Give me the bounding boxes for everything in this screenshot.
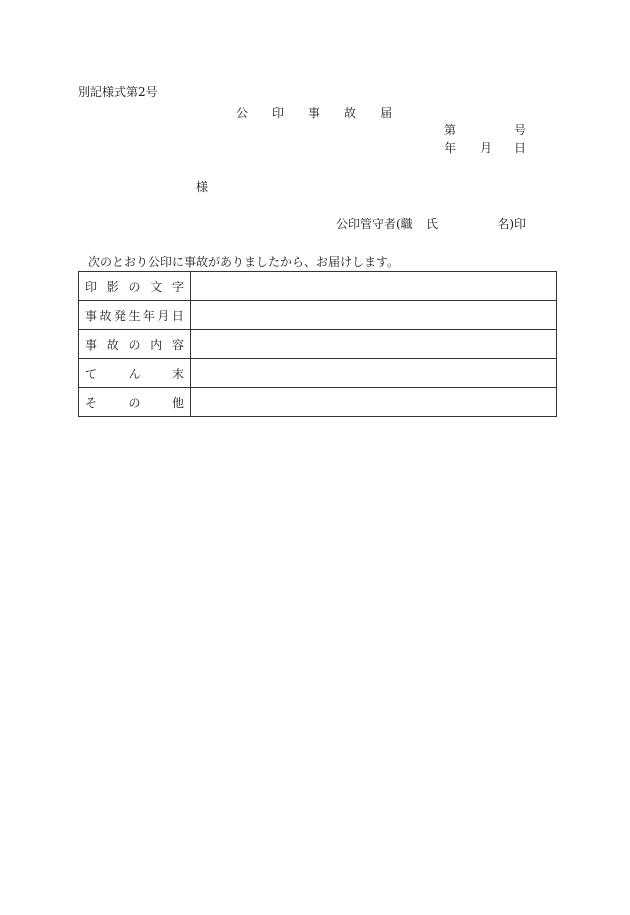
number-suffix: 号 xyxy=(513,123,526,137)
title-char: 公 xyxy=(236,106,251,120)
signer-seal: 名)印 xyxy=(497,217,526,231)
row-value-other[interactable] xyxy=(191,388,557,417)
label-char: 生 xyxy=(128,308,141,323)
row-value-seal-text[interactable] xyxy=(191,272,557,301)
label-char: 発 xyxy=(113,308,126,323)
title-char: 届 xyxy=(380,106,395,120)
label-char: 影 xyxy=(106,279,119,294)
table-row xyxy=(79,388,557,417)
label-char: 内 xyxy=(150,337,163,352)
label-char: 故 xyxy=(99,308,112,323)
label-char: 月 xyxy=(157,308,170,323)
date-day: 日 xyxy=(513,141,526,155)
label-char: 日 xyxy=(171,308,184,323)
label-char: ん xyxy=(128,366,141,381)
form-number: 別記様式第2号 xyxy=(78,85,158,99)
row-value-incident-date[interactable] xyxy=(191,301,557,330)
signer-line xyxy=(336,217,526,231)
row-label-circumstances xyxy=(79,359,191,388)
title-char: 印 xyxy=(272,106,287,120)
document-title xyxy=(236,106,394,120)
label-char: 他 xyxy=(171,395,184,410)
date-year: 年 xyxy=(444,141,457,155)
signer-title: 公印管守者(職 xyxy=(336,217,413,231)
row-label-other xyxy=(79,388,191,417)
label-char: 文 xyxy=(150,279,163,294)
row-label-incident-date xyxy=(79,301,191,330)
label-char: 事 xyxy=(85,337,98,352)
label-char: 字 xyxy=(171,279,184,294)
label-char: そ xyxy=(85,395,98,410)
statement-text: 次のとおり公印に事故がありましたから、お届けします。 xyxy=(88,255,400,269)
title-char: 事 xyxy=(308,106,323,120)
date-month: 月 xyxy=(480,141,493,155)
table-row xyxy=(79,359,557,388)
label-char: て xyxy=(85,366,98,381)
incident-table xyxy=(78,271,557,417)
number-prefix: 第 xyxy=(444,123,457,137)
label-char: 年 xyxy=(142,308,155,323)
table-row xyxy=(79,301,557,330)
label-char: 末 xyxy=(171,366,184,381)
label-char: 事 xyxy=(85,308,98,323)
row-label-seal-text xyxy=(79,272,191,301)
label-char: 印 xyxy=(85,279,98,294)
date-line xyxy=(444,141,526,155)
signer-name-label: 氏 xyxy=(426,217,439,231)
label-char: の xyxy=(128,279,141,294)
table-row xyxy=(79,330,557,359)
table-row xyxy=(79,272,557,301)
addressee-suffix: 様 xyxy=(196,180,209,194)
label-char: の xyxy=(128,337,141,352)
label-char: 容 xyxy=(171,337,184,352)
row-label-incident-details xyxy=(79,330,191,359)
row-value-incident-details[interactable] xyxy=(191,330,557,359)
row-value-circumstances[interactable] xyxy=(191,359,557,388)
document-number-line xyxy=(444,123,526,137)
label-char: の xyxy=(128,395,141,410)
label-char: 故 xyxy=(106,337,119,352)
title-char: 故 xyxy=(344,106,359,120)
